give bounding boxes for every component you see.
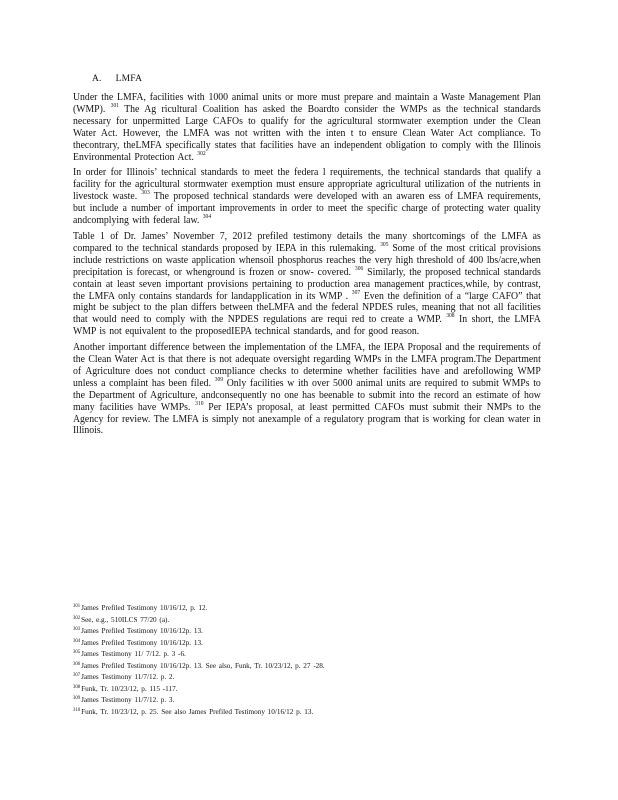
- footnote-number: 306: [73, 661, 81, 667]
- footnote-number: 303: [73, 627, 81, 632]
- body-text: [73, 92, 541, 441]
- section-title: LMFA: [115, 74, 143, 84]
- footnote: [73, 614, 472, 626]
- paragraph-text: Table 1 of Dr. James’ November 7, 2012 prefiled testimony details the many shortcomings of the LMFA as compared to the technical standards proposed by IEPA in this rulemaking.: [73, 230, 541, 254]
- footnote-text: James Prefiled Testimony 10/16/12p. 13.: [81, 626, 203, 635]
- footnote: [73, 694, 472, 706]
- footnote-text: James Testimony 11/ 7/12. p. 3 -6.: [81, 649, 186, 658]
- footnote-number: 304: [73, 638, 81, 644]
- footnote-ref[interactable]: 301: [110, 102, 120, 109]
- footnote-text: James Prefiled Testimony 10/16/12, p. 12.: [81, 603, 208, 612]
- footnote-number: 308: [73, 684, 81, 690]
- footnote: [73, 671, 472, 683]
- body-paragraph: [73, 167, 541, 227]
- footnote-number: 302: [73, 615, 81, 621]
- paragraph-text: Only facilities w ith over 5000 animal units are required to submit WMPs to the Department of Agriculture, andconsequently no one has beenable to submit into the record an estimate of how many facilities have WMPs.: [73, 377, 541, 413]
- footnote: [73, 625, 472, 637]
- footnote-number: 305: [73, 650, 81, 655]
- footnotes: [73, 602, 493, 717]
- footnote-text: James Prefiled Testimony 10/16/12p. 13. See also, Funk, Tr. 10/23/12, p. 27 -28.: [81, 660, 325, 670]
- footnote-text: James Prefiled Testimony 10/16/12p. 13.: [81, 637, 203, 647]
- paragraph-text: Another important difference between the implementation of the LMFA, the IEPA Proposal and the requirements of the Clean Water Act is that there is not adequate oversight regarding WMPs in the LMFA program.The Department of Agriculture does not conduct compliance checks to determine whether facilities have and arefollowing WMP unless a complaint has been filed.: [73, 342, 541, 389]
- paragraph-text: Similarly, the proposed technical standards contain at least seven important provisions pertaining to production area management practices,while, by contrast, the LMFA only contains standards for landapplication in its WMP .: [73, 266, 541, 302]
- paragraph-text: The Ag ricultural Coalition has asked the Boardto consider the WMPs as the technical standards necessary for unpermitted Large CAFOs to qualify for the agricultural stormwater exemption under the Clean Water Act. However, the LMFA was not written with the inten t to ensure Clean Water Act compliance. To thecontrary, theLMFA specifically states that facilities have an independent obligation to comply with the Illinois Environmental Protection Act.: [73, 103, 541, 163]
- paragraph-text: Some of the most critical provisions include restrictions on waste application whensoil phosphorus reaches the very high threshold of 400 lbs/acre,when precipitation is forecast, or whenground is frozen or snow- covered.: [73, 242, 541, 278]
- paragraph-text: In order for Illinois’ technical standards to meet the federa l requirements, the technical standards that qualify a facility for the agricultural stormwater exemption must ensure appropriate agricultural utilization of the nutrients in livestock waste.: [73, 167, 541, 203]
- footnote-ref[interactable]: 304: [202, 214, 212, 221]
- footnote-ref[interactable]: 302: [197, 150, 206, 157]
- footnote: [73, 706, 472, 718]
- paragraph-text: Even the definition of a “large CAFO” that might be subject to the plan differs between theLMFA and the federal NPDES rules, meaning that not all facilities that would need to comply with the NPDES regulations are requi red to create a WMP.: [73, 290, 541, 326]
- footnote-ref[interactable]: 307: [351, 289, 361, 296]
- paragraph-text: Under the LMFA, facilities with 1000 animal units or more must prepare and maintain a Waste Management Plan (WMP).: [73, 92, 541, 115]
- body-paragraph: [73, 231, 541, 338]
- body-paragraph: [73, 92, 541, 163]
- footnote-ref[interactable]: 308: [446, 313, 455, 320]
- footnote-number: 309: [73, 696, 81, 701]
- footnote-ref[interactable]: 310: [195, 400, 204, 407]
- paragraph-text: The proposed technical standards were developed with an awaren ess of LMFA requirements, but include a number of important improvements in order to meet the specific charge of protecting water quality andcomplying with federal law.: [73, 191, 541, 227]
- paragraph-text: In short, the LMFA WMP is not equivalent to the proposedIEPA technical standards, and for good reason.: [73, 314, 541, 338]
- footnote-number: 307: [73, 673, 81, 678]
- section-letter: A.: [92, 74, 102, 84]
- paragraph-text: Per IEPA’s proposal, at least permitted CAFOs must submit their NMPs to the Agency for review. The LMFA is simply not anexample of a regulatory program that is working for clean water in Illinois.: [73, 401, 541, 437]
- footnote: [73, 648, 472, 660]
- body-paragraph: [73, 342, 541, 437]
- footnote-text: Funk, Tr. 10/23/12, p. 115 -117.: [81, 683, 178, 693]
- footnote-text: See, e.g., 510ILCS 77/20 (a).: [81, 614, 170, 624]
- footnote-ref[interactable]: 309: [214, 376, 224, 383]
- footnote: [73, 683, 472, 695]
- footnote-text: James Testimony 11/7/12. p. 2.: [81, 672, 175, 681]
- footnote-text: Funk, Tr. 10/23/12, p. 25. See also James Prefiled Testimony 10/16/12 p. 13.: [81, 706, 314, 716]
- footnote: [73, 602, 472, 614]
- footnote-text: James Testimony 11/7/12. p. 3.: [81, 695, 175, 704]
- footnote: [73, 660, 472, 672]
- footnote-number: 310: [73, 707, 81, 713]
- footnote-number: 301: [73, 604, 81, 609]
- footnote-ref[interactable]: 305: [380, 241, 389, 248]
- footnote-ref[interactable]: 306: [354, 265, 364, 272]
- section-heading: [92, 74, 142, 84]
- footnote-ref[interactable]: 303: [141, 190, 150, 197]
- footnote: [73, 637, 472, 649]
